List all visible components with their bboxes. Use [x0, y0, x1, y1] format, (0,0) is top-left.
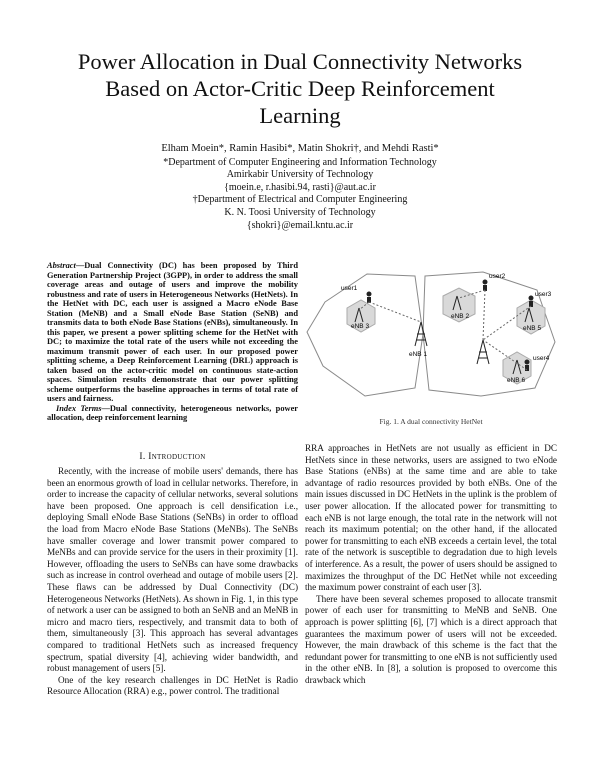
figure-caption: Fig. 1. A dual connectivity HetNet [379, 417, 483, 426]
right-column-text [305, 443, 557, 686]
figure-1 [305, 262, 557, 402]
label-user1: user1 [341, 285, 358, 292]
abstract-text: —Dual Connectivity (DC) has been proposed by Third Generation Partnership Project (3GPP), in order to address the small coverage areas and outage of users and improve the mobility robustness and rate of users in Heterogeneous Networks (HetNets). In the HetNet with DC, each user is assigned a Macro eNode Base Station (MeNB) and a Small eNode Base Station (SeNB) and transmits data to both eNode Base Stations (eNBs), simultaneously. In this paper, we present a power splitting scheme for the HetNet with DC; to maximize the total rate of the users while not exceeding the maximum transmit power of each user. In our proposed power splitting scheme, a Deep Reinforcement Learning (DRL) approach is taken based on the actor-critic model on continuous state-action spaces. Simulation results demonstrate that our power splitting scheme outperforms the baseline approaches in terms of total rate of users and fairness. [47, 261, 298, 403]
paragraph: Recently, with the increase of mobile users' demands, there has been an enormous growth of load in cellular networks. Therefore, in order to increase the capacity of cellular networks, several solutions have been proposed. One approach is cell densification i.e., deploying Small eNode Base Stations (SeNBs) in order to offload the load from Macro eNode Base Stations (MeNBs). The SeNBs have smaller coverage and lower transmit power compared to MeNBs and can provide service for the users in their proximity [1]. However, offloading the users to SeNBs can have some drawbacks such as increase in control overhead and outage of mobile users [2]. These flaws can be addressed by Dual Connectivity (DC) Heterogeneous Networks (HetNets). As shown in Fig. 1, in this type of network a user can be assigned to both an SeNB and an MeNB in micro and macro tiers, respectively, and transmit data to both of them, simultaneously [3]. This approach has several advantages compared to traditional HetNets such as increased frequency spectrum, spatial diversity [4], achieving wider bandwidth, and robust management of users [5]. [47, 466, 298, 674]
index-terms-label: Index Terms [56, 403, 102, 413]
paragraph: RRA approaches in HetNets are not usually as efficient in DC HetNets since in these networks, users are assigned to two eNode Base Stations (eNBs) at the same time and are able to take advantage of radio resources provided by both eNBs. One of the main issues discussed in DC HetNets in the uplink is the problem of user power allocation. If the allocated power for transmitting to each eNB is not large enough, the total rate in the network will not reach its maximum potential; on the other hand, if the allocated power for transmitting to each eNB exceeds a certain level, the total rate of the network is susceptible to degradation due to high levels of interference. As a result, the power of users should be assigned to maximizes the throughput of the DC HetNet while not exceeding the maximum power constraint of each user [3]. [305, 443, 557, 593]
label-enb1: eNB 1 [409, 351, 428, 358]
left-column-text [47, 466, 298, 698]
paper-title [40, 48, 560, 129]
title-line-1: Power Allocation in Dual Connectivity Networks [77, 49, 523, 74]
affiliation-1: *Department of Computer Engineering and Information Technology [163, 156, 437, 168]
abstract [47, 261, 298, 423]
index-terms-text: —Dual connectivity, heterogeneous networks, power allocation, deep reinforcement learning [47, 403, 298, 422]
affiliation-2: Amirkabir University of Technology [226, 169, 374, 181]
paragraph: One of the key research challenges in DC HetNet is Radio Resource Allocation (RRA) e.g., power control. The traditional [47, 674, 298, 697]
label-enb5: eNB 5 [523, 325, 542, 332]
label-enb3: eNB 3 [351, 323, 370, 330]
label-enb2: eNB 2 [451, 313, 470, 320]
author-block [100, 143, 500, 232]
affiliation-5: K. N. Toosi University of Technology [224, 206, 376, 218]
title-line-2: Based on Actor-Critic Deep Reinforcement [105, 76, 495, 101]
hetnet-diagram [305, 262, 557, 402]
title-line-3: Learning [259, 103, 341, 128]
label-user2: user2 [489, 273, 506, 280]
label-enb6: eNB 6 [507, 377, 526, 384]
affiliation-4: †Department of Electrical and Computer Engineering [192, 194, 408, 206]
label-user4: user4 [533, 355, 550, 362]
affiliation-3: {moein.e, r.hasibi.94, rasti}@aut.ac.ir [224, 181, 376, 193]
macro-cell-left [307, 274, 423, 396]
affiliation-6: {shokri}@email.kntu.ac.ir [246, 219, 354, 231]
section-heading-introduction: I. Introduction [139, 452, 206, 462]
abstract-label: Abstract [47, 261, 76, 270]
label-user3: user3 [535, 291, 552, 298]
author-names: Elham Moein*, Ramin Hasibi*, Matin Shokri†, and Mehdi Rasti* [161, 143, 439, 154]
paragraph: There have been several schemes proposed to allocate transmit power of each user for transmitting to MeNB and SeNB. One approach is power splitting [6], [7] which is a direct approach that guarantees the maximum power of users will not be exceeded. However, the main drawback of this scheme is the fact that the redundant power for transmitting to one eNB is not sufficiently used in the other eNB. In [8], a solution is proposed to overcome this drawback which [305, 593, 557, 685]
